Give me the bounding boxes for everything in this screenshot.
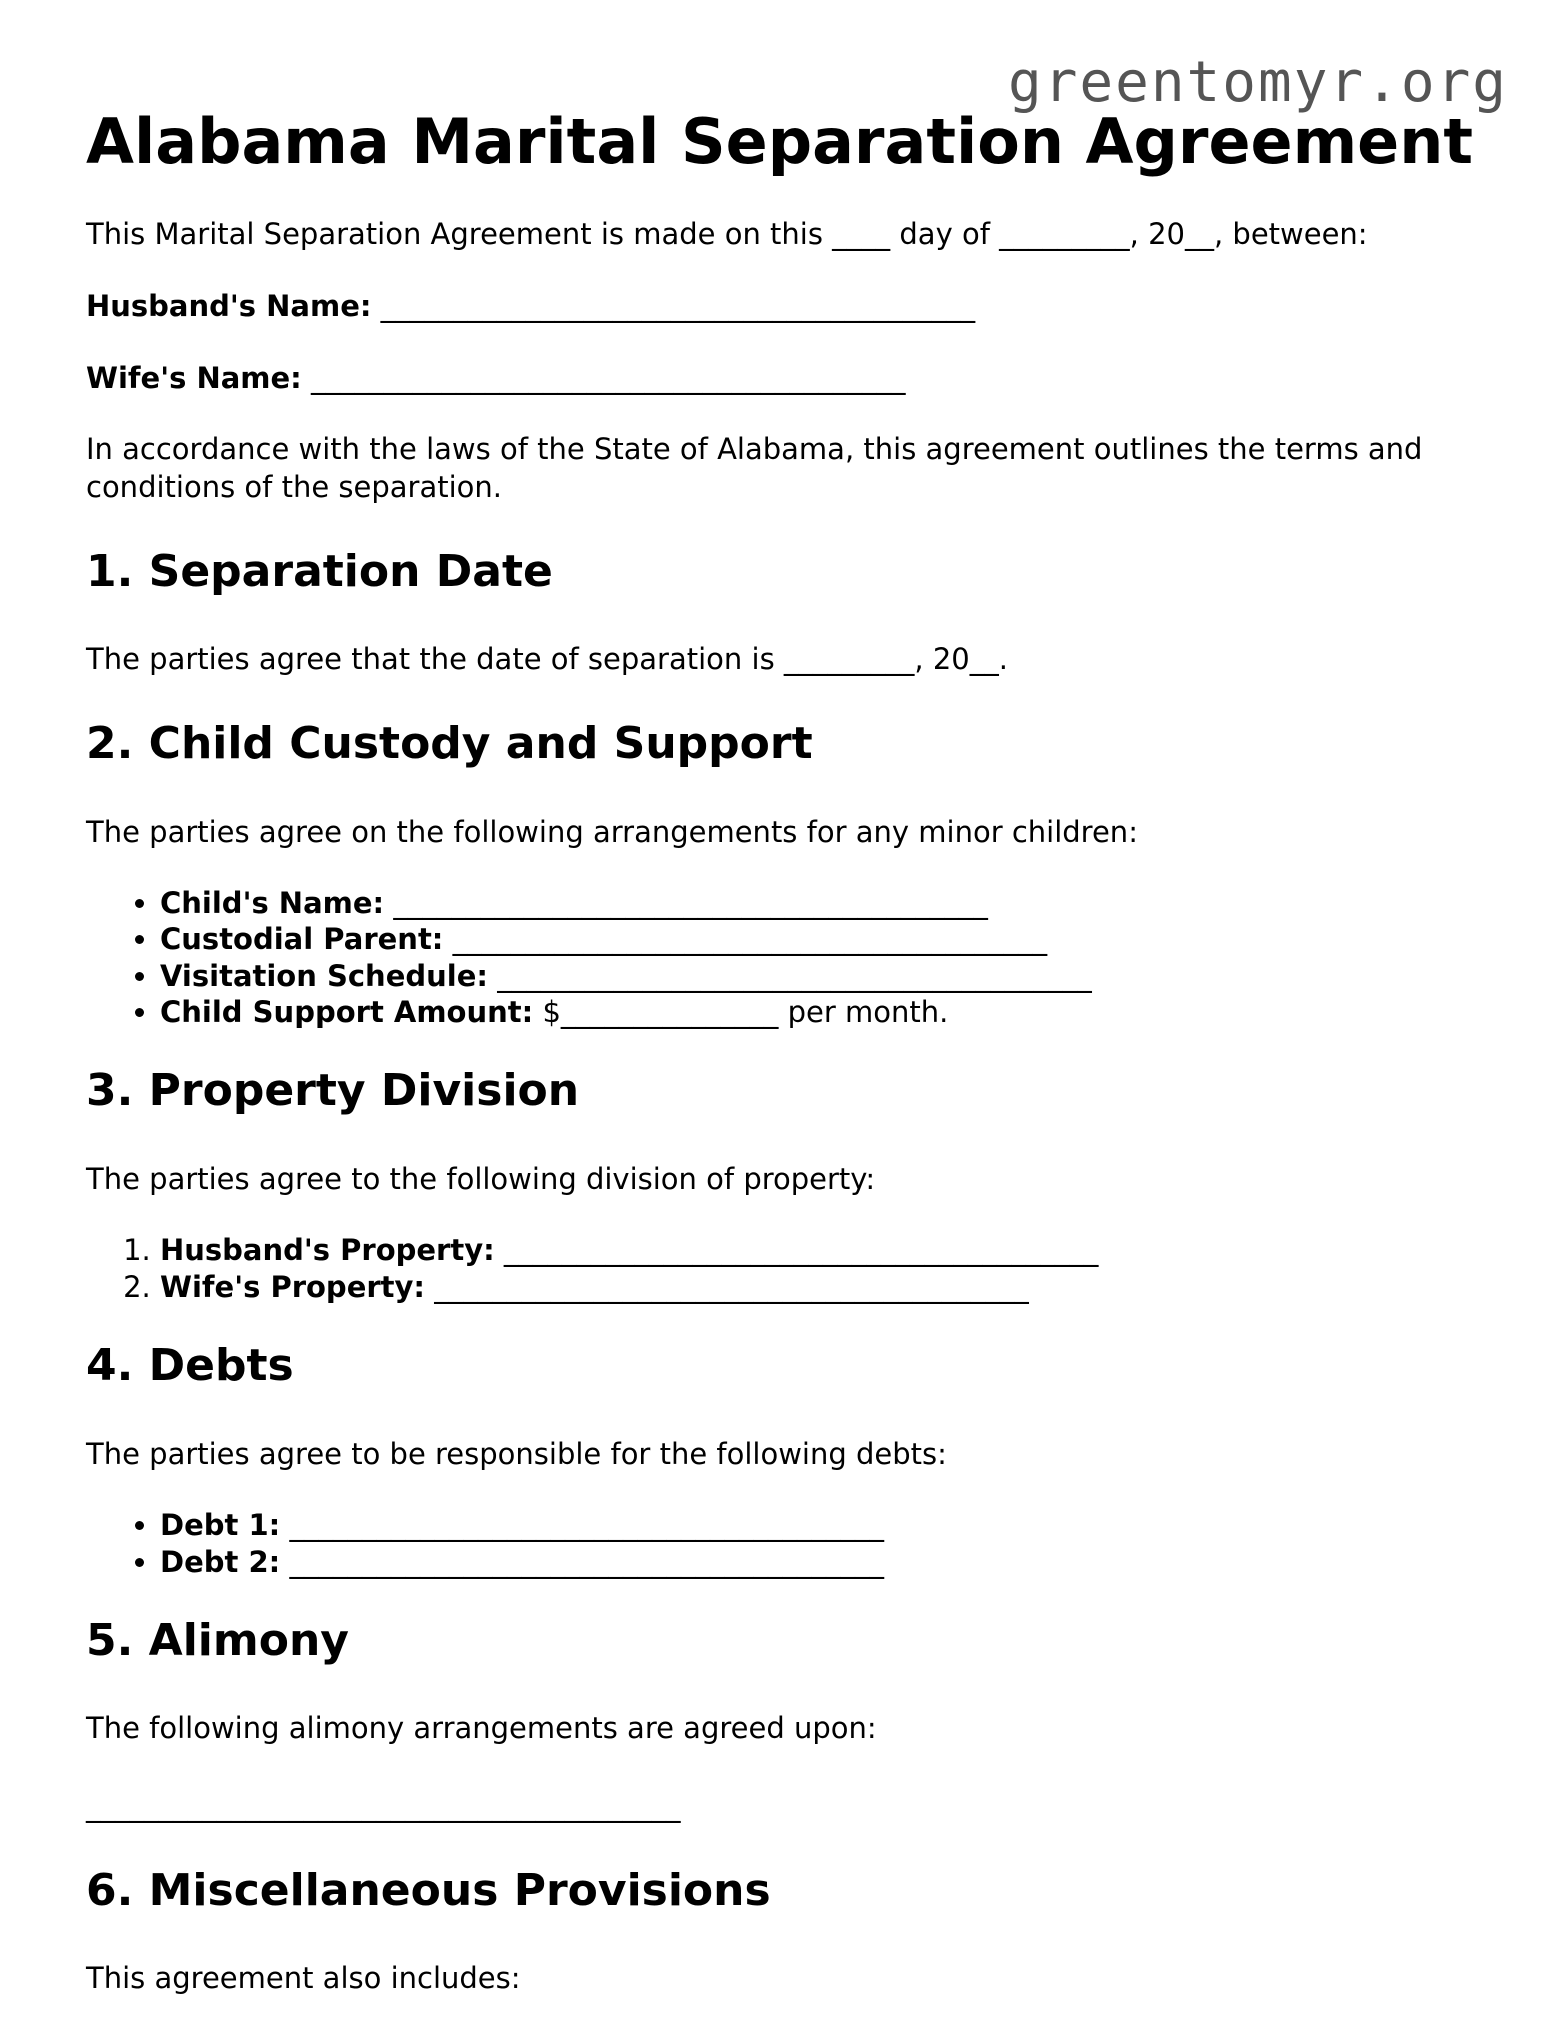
list-item-debt-2[interactable] (160, 1544, 1486, 1580)
husband-name-blank[interactable]: _________________________________________ (371, 288, 976, 323)
list-item-wife-property[interactable] (160, 1269, 1486, 1305)
watermark: greentomyr.org (1007, 50, 1508, 115)
section-heading: 6. Miscellaneous Provisions (86, 1864, 771, 1916)
section-separation-date (86, 547, 1486, 679)
wife-name-label: Wife's Name: (86, 360, 302, 395)
section-text: The parties agree that the date of separation is _________, 20__. (86, 642, 1008, 677)
item-blank[interactable]: _________________________________________ (425, 1269, 1029, 1304)
preamble-paragraph: In accordance with the laws of the State of Alabama, this agreement outlines the terms and conditions of the separation. (86, 432, 1423, 504)
section-heading: 5. Alimony (86, 1614, 349, 1666)
section-heading: 3. Property Division (86, 1065, 580, 1117)
section-text: The parties agree on the following arrangements for any minor children: (86, 814, 1138, 849)
document-page (86, 105, 1486, 2032)
intro-paragraph: This Marital Separation Agreement is made on this ____ day of _________, 20__, between: (86, 217, 1368, 252)
debts-list (86, 1507, 1486, 1580)
item-label: Child Support Amount: (160, 994, 534, 1029)
list-item-child-support-amount[interactable] (160, 994, 1486, 1030)
husband-name-field[interactable] (86, 288, 1486, 326)
list-item-visitation-schedule[interactable] (160, 958, 1486, 994)
section-alimony (86, 1616, 1486, 1826)
section-heading: 4. Debts (86, 1339, 294, 1391)
property-list (86, 1232, 1486, 1305)
child-custody-list (86, 885, 1486, 1030)
section-text: The parties agree to the following division of property: (86, 1161, 876, 1196)
section-miscellaneous (86, 1866, 1486, 1998)
list-item-child-name[interactable] (160, 885, 1486, 921)
item-blank[interactable]: _________________________________________ (487, 958, 1092, 993)
item-blank[interactable]: _________________________________________ (280, 1544, 884, 1579)
alimony-blank[interactable]: _________________________________________ (86, 1789, 681, 1824)
section-heading: 2. Child Custody and Support (86, 717, 813, 769)
section-text: The parties agree to be responsible for the following debts: (86, 1436, 947, 1471)
list-item-husband-property[interactable] (160, 1232, 1486, 1268)
item-label: Child's Name: (160, 886, 385, 921)
list-item-debt-1[interactable] (160, 1507, 1486, 1543)
item-blank[interactable]: _________________________________________ (384, 886, 988, 921)
section-text: This agreement also includes: (86, 1961, 521, 1996)
list-item-custodial-parent[interactable] (160, 921, 1486, 957)
item-blank[interactable]: _________________________________________ (494, 1233, 1099, 1268)
item-label: Debt 2: (160, 1544, 281, 1579)
section-child-custody (86, 719, 1486, 1030)
item-blank[interactable]: _________________________________________ (443, 922, 1048, 957)
wife-name-field[interactable] (86, 360, 1486, 398)
husband-name-label: Husband's Name: (86, 288, 372, 323)
item-blank[interactable]: $_______________ per month. (533, 994, 949, 1029)
wife-name-blank[interactable]: _________________________________________ (301, 360, 906, 395)
item-label: Debt 1: (160, 1508, 281, 1543)
item-label: Custodial Parent: (160, 922, 444, 957)
item-label: Husband's Property: (160, 1233, 495, 1268)
section-text: The following alimony arrangements are agreed upon: (86, 1711, 877, 1746)
item-label: Wife's Property: (160, 1269, 426, 1304)
section-heading: 1. Separation Date (86, 545, 553, 597)
item-blank[interactable]: _________________________________________ (280, 1508, 884, 1543)
item-label: Visitation Schedule: (160, 958, 488, 993)
section-property-division (86, 1066, 1486, 1305)
section-debts (86, 1341, 1486, 1580)
document-title: Alabama Marital Separation Agreement (86, 105, 1474, 178)
